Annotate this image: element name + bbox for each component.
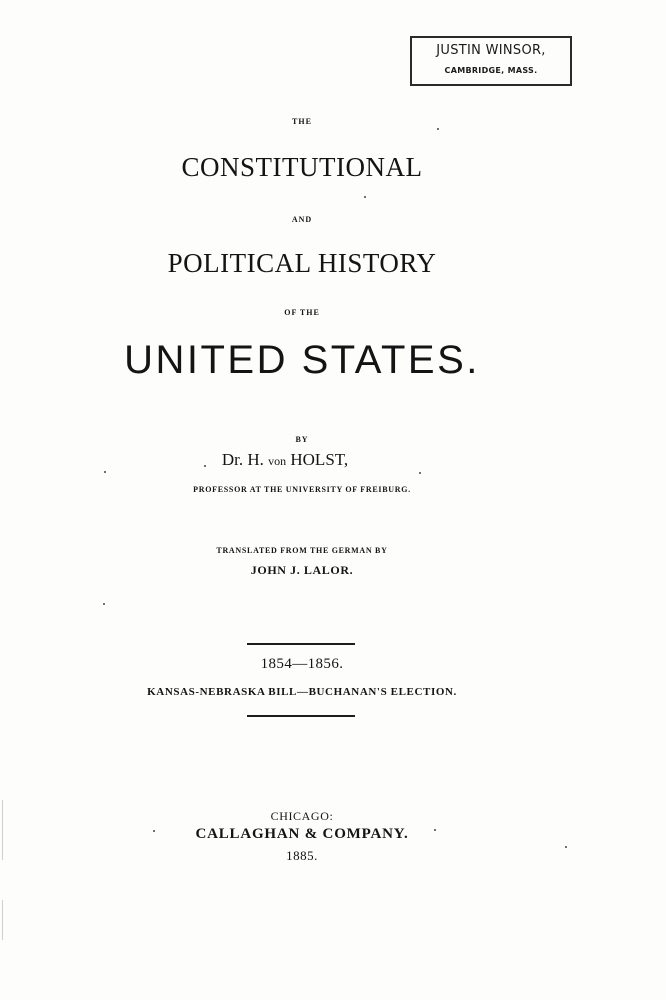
stamp-owner-name: JUSTIN WINSOR, <box>436 43 546 58</box>
title-article: THE <box>292 117 312 126</box>
library-stamp <box>410 36 572 86</box>
byline-label: BY <box>295 435 309 444</box>
imprint-city: CHICAGO: <box>270 809 334 823</box>
volume-subtitle: KANSAS-NEBRASKA BILL—BUCHANAN'S ELECTION. <box>147 686 457 698</box>
scan-speck <box>434 829 436 831</box>
author-name <box>0 450 570 470</box>
author-affiliation: PROFESSOR AT THE UNIVERSITY OF FREIBURG. <box>193 485 411 494</box>
title-line-united-states: UNITED STATES. <box>124 338 480 382</box>
author-surname: HOLST, <box>290 450 349 469</box>
translation-label: TRANSLATED FROM THE GERMAN BY <box>216 546 388 555</box>
title-line-political-history: POLITICAL HISTORY <box>167 248 437 278</box>
imprint-publisher: CALLAGHAN & COMPANY. <box>195 826 409 842</box>
scan-speck <box>204 465 206 467</box>
title-conjunction: AND <box>291 215 313 224</box>
imprint-year: 1885. <box>286 848 318 863</box>
scan-edge-mark <box>2 800 3 860</box>
scan-speck <box>153 830 155 832</box>
scan-speck <box>104 471 106 473</box>
volume-years: 1854—1856. <box>260 656 344 672</box>
title-line-constitutional: CONSTITUTIONAL <box>181 152 423 182</box>
title-preposition: OF THE <box>284 308 320 317</box>
scan-speck <box>419 472 421 474</box>
divider-rule-top <box>247 643 355 645</box>
scan-speck <box>103 603 105 605</box>
scan-speck <box>565 846 567 848</box>
scan-speck <box>364 196 366 198</box>
scan-speck <box>437 128 439 130</box>
translator-name: JOHN J. LALOR. <box>250 563 354 577</box>
author-prefix: Dr. <box>221 450 244 469</box>
scan-edge-mark <box>2 900 3 940</box>
author-initial: H. <box>247 450 264 469</box>
divider-rule-bottom <box>247 715 355 717</box>
stamp-place: CAMBRIDGE, MASS. <box>444 66 538 75</box>
author-particle: von <box>268 454 287 468</box>
